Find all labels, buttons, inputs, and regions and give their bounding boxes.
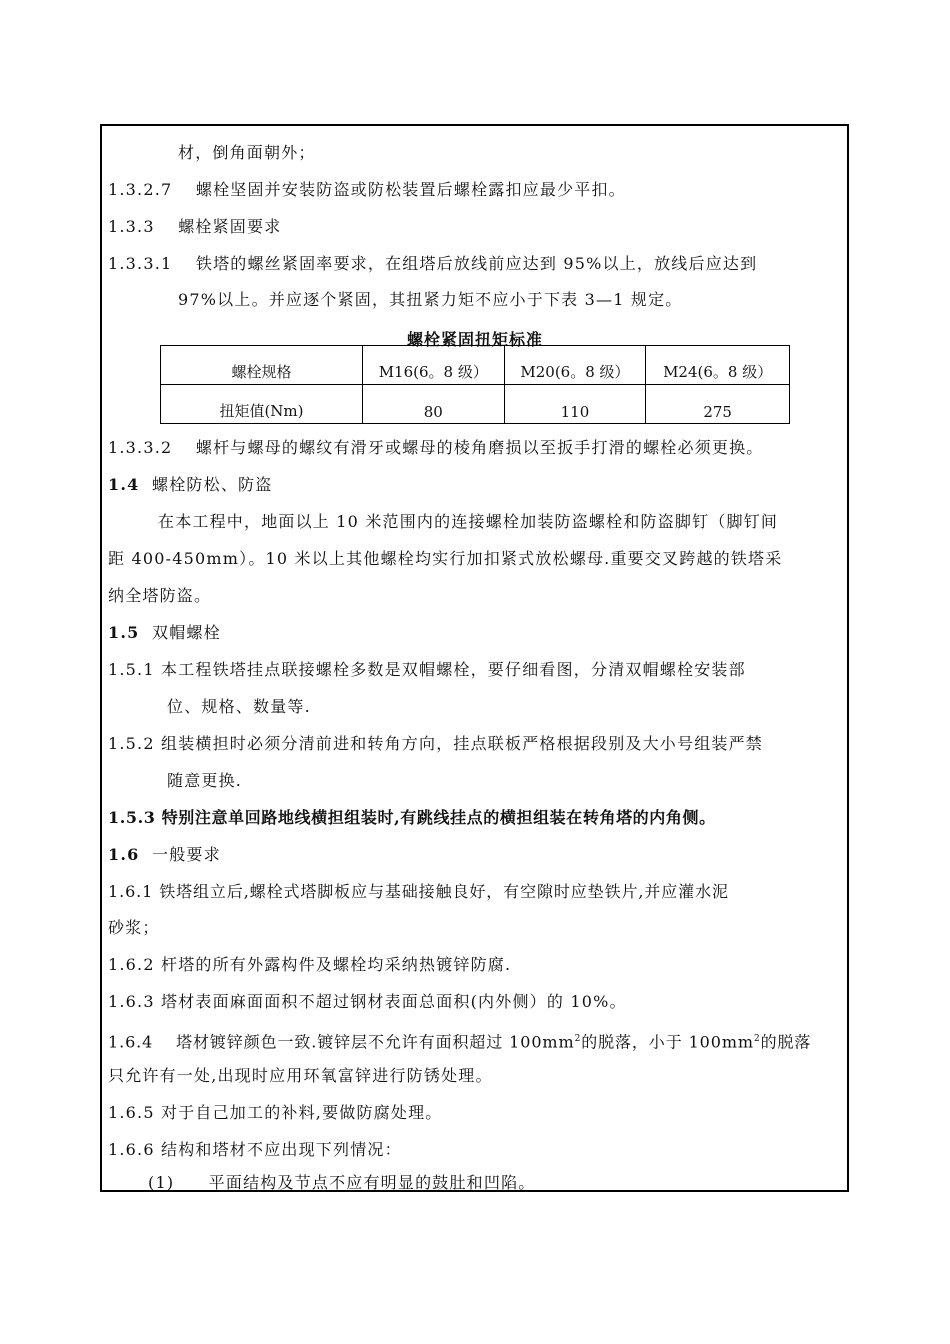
text-span: 的脱落 bbox=[760, 1032, 812, 1052]
superscript: 2 bbox=[753, 1034, 761, 1044]
text-line: 只允许有一处,出现时应用环氧富锌进行防锈处理。 bbox=[108, 1066, 493, 1085]
section-title: 一般要求 bbox=[152, 845, 221, 864]
text-line: 1.5.1 本工程铁塔挂点联接螺栓多数是双帽螺栓，要仔细看图，分清双帽螺栓安装部 bbox=[108, 660, 746, 679]
table-cell: 275 bbox=[646, 385, 790, 424]
text-span: 的脱落，小于 100mm bbox=[581, 1032, 754, 1052]
text-line: (1) 平面结构及节点不应有明显的鼓肚和凹陷。 bbox=[148, 1173, 536, 1192]
table-header-cell: 螺栓规格 bbox=[161, 346, 363, 385]
table-header-cell: M16(6。8 级） bbox=[362, 346, 504, 385]
text-line: 1.3.3.2 螺杆与螺母的螺纹有滑牙或螺母的棱角磨损以至扳手打滑的螺栓必须更换。 bbox=[108, 438, 764, 457]
section-heading bbox=[108, 623, 221, 643]
text-line: 随意更换. bbox=[167, 771, 243, 790]
section-heading bbox=[108, 845, 221, 865]
section-heading bbox=[108, 475, 272, 495]
text-line: 纳全塔防盗。 bbox=[108, 586, 212, 605]
text-line: 1.6.6 结构和塔材不应出现下列情况： bbox=[108, 1140, 402, 1159]
text-line-bold: 1.5.3 特别注意单回路地线横担组装时,有跳线挂点的横担组装在转角塔的内角侧。 bbox=[108, 808, 716, 827]
text-line: 97%以上。并应逐个紧固，其扭紧力矩不应小于下表 3—1 规定。 bbox=[178, 290, 683, 309]
text-line: 位、规格、数量等. bbox=[167, 697, 311, 716]
text-line: 砂浆； bbox=[108, 918, 160, 937]
table-cell: 扭矩值(Nm) bbox=[161, 385, 363, 424]
table-cell: 80 bbox=[362, 385, 504, 424]
text-line: 1.3.3.1 铁塔的螺丝紧固率要求，在组塔后放线前应达到 95%以上，放线后应达到 bbox=[108, 254, 758, 273]
text-line: 在本工程中，地面以上 10 米范围内的连接螺栓加装防盗螺栓和防盗脚钉（脚钉间 bbox=[158, 512, 779, 531]
text-line: 1.5.2 组装横担时必须分清前进和转角方向，挂点联板严格根据段别及大小号组装严禁 bbox=[108, 734, 763, 753]
table-header-cell: M20(6。8 级） bbox=[504, 346, 646, 385]
torque-table bbox=[160, 345, 790, 424]
section-number: 1.5 bbox=[108, 623, 140, 642]
section-title: 双帽螺栓 bbox=[152, 623, 221, 642]
text-span: 1.6.4 塔材镀锌颜色一致.镀锌层不允许有面积超过 100mm bbox=[108, 1032, 575, 1052]
table-cell: 110 bbox=[504, 385, 646, 424]
text-line: 1.3.3 螺栓紧固要求 bbox=[108, 217, 282, 236]
table-header-row bbox=[161, 346, 790, 385]
section-title: 螺栓防松、防盗 bbox=[152, 475, 273, 494]
text-line: 材，倒角面朝外； bbox=[178, 143, 316, 162]
table-header-cell: M24(6。8 级） bbox=[646, 346, 790, 385]
text-line: 1.6.2 杆塔的所有外露构件及螺栓均采纳热镀锌防腐. bbox=[108, 955, 512, 974]
text-line bbox=[108, 1029, 811, 1052]
text-line: 1.6.5 对于自己加工的补料,要做防腐处理。 bbox=[108, 1103, 443, 1122]
superscript: 2 bbox=[574, 1034, 582, 1044]
text-line: 1.6.1 铁塔组立后,螺栓式塔脚板应与基础接触良好，有空隙时应垫铁片,并应灌水泥 bbox=[108, 882, 729, 901]
text-line: 1.3.2.7 螺栓坚固并安装防盗或防松装置后螺栓露扣应最少平扣。 bbox=[108, 180, 626, 199]
table-row bbox=[161, 385, 790, 424]
table-caption: 螺栓紧固扭矩标准 bbox=[406, 330, 543, 349]
text-line: 距 400-450mm）。10 米以上其他螺栓均实行加扣紧式放松螺母.重要交叉跨越的铁塔采 bbox=[108, 549, 783, 568]
section-number: 1.6 bbox=[108, 845, 140, 864]
text-line: 1.6.3 塔材表面麻面面积不超过钢材表面总面积(内外侧）的 10%。 bbox=[108, 992, 627, 1011]
section-number: 1.4 bbox=[108, 475, 140, 494]
